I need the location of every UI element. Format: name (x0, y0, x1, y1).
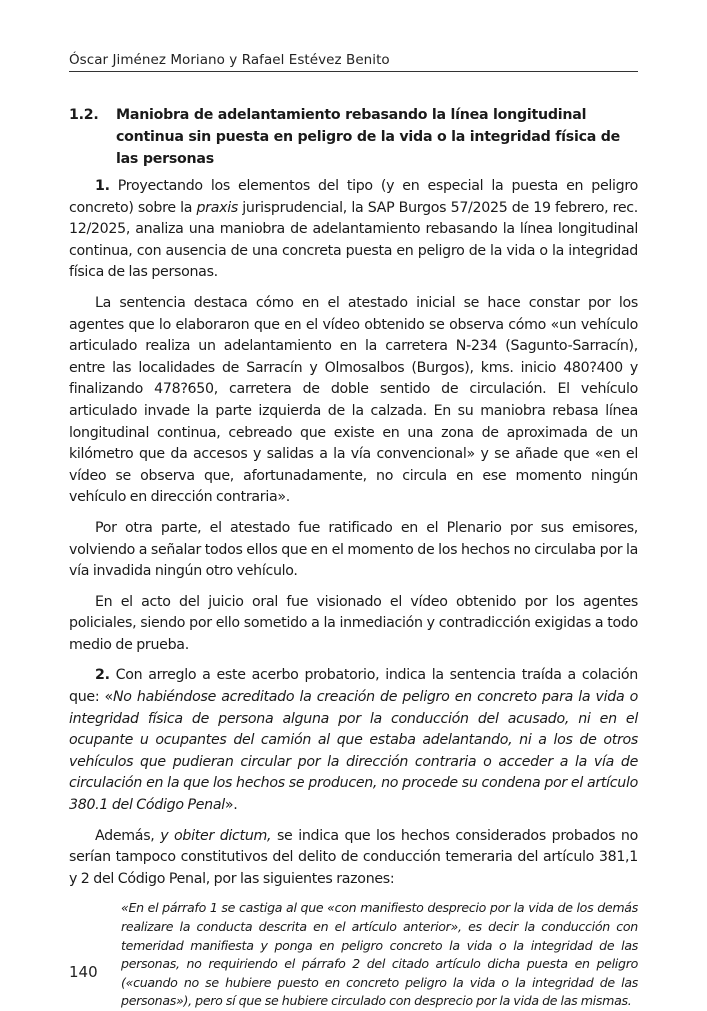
paragraph-4: En el acto del juicio oral fue visionado el vídeo obtenido por los agentes policiales, siendo por ello sometido a la inmediación y contradicción exigidas a todo medio de prueba. (69, 593, 638, 653)
paragraph-1-text-a: Proyectando los elementos del tipo (y en especial la puesta en peligro concreto) sobre la (69, 178, 638, 216)
paragraph-5-text-b: ». (224, 797, 238, 814)
paragraph-1-praxis: praxis (196, 199, 238, 216)
paragraph-5-text-a: Con arreglo a este acerbo probatorio, indica la sentencia traída a colación que: « (69, 667, 638, 706)
paragraph-3: Por otra parte, el atestado fue ratificado en el Plenario por sus emisores, volviendo a señalar todos ellos que en el momento de los hechos no circulaba por la vía invadida ningún otro vehículo. (69, 519, 638, 580)
paragraph-number-2: 2. (95, 667, 110, 684)
paragraph-6-text-b: se indica que los hechos considerados probados no serían tampoco constitutivos del delito de conducción temeraria del artículo 381,1 y 2 del Código Penal, por las siguientes razones: (69, 827, 638, 887)
paragraph-6-obiter: y obiter dictum, (160, 827, 272, 844)
paragraph-1-text-b: jurisprudencial, la SAP Burgos 57/2025 de 19 febrero, rec. 12/2025, analiza una maniobra de adelantamiento rebasando la línea longitudinal continua, con ausencia de una concreta puesta en peligro de la vida o la integridad física de las personas. (69, 199, 638, 281)
section-title: Maniobra de adelantamiento rebasando la línea longitudinal continua sin puesta en peligro de la vida o la integridad física de las personas (116, 107, 621, 167)
running-head: Óscar Jiménez Moriano y Rafael Estévez Benito (69, 52, 638, 72)
paragraph-5-quote: No habiéndose acreditado la creación de peligro en concreto para la vida o integridad física de persona alguna por la conducción del acusado, ni en el ocupante u ocupantes del camión al que estaba adelantando, ni a los de otros vehículos que pudieran circular por la dirección contraria o acceder a la vía de circulación en la que los hechos se producen, no procede su condena por el artículo 380.1 del Código Penal (69, 689, 638, 814)
paragraph-6-text-a: Además, (95, 827, 161, 844)
paragraph-2: La sentencia destaca cómo en el atestado inicial se hace constar por los agentes que lo elaboraron que en el vídeo obtenido se observa cómo «un vehículo articulado realiza un adelantamiento en la carretera N-234 (Sagunto-Sarracín), entre las localidades de Sarracín y Olmosalbos (Burgos), kms. inicio 480?400 y finalizando 478?650, carretera de doble sentido de circulación. El vehículo articulado invade la parte izquierda de la calzada. En su maniobra rebasa línea longitudinal continua, cebreado que existe en una zona de aproximada de un kilómetro que da accesos y salidas a la vía convencional» y se añade que «en el vídeo se observa que, afortunadamente, no circula en ese momento ningún vehículo en dirección contraria». (69, 294, 638, 506)
page-number: 140 (69, 963, 98, 981)
paragraph-5 (69, 665, 638, 816)
page-body (69, 104, 638, 1011)
block-quote: «En el párrafo 1 se castiga al que «con manifiesto desprecio por la vida de los demás realizare la conducta descrita en el artículo anterior», es decir la conducción con temeridad manifiesta y ponga en peligro concreto la vida o la integridad de las personas, no requiriendo el párrafo 2 del citado artículo dicha puesta en peligro («cuando no se hubiere puesto en concreto peligro la vida o la integridad de las personas»), pero sí que se hubiere circulado con desprecio por la vida de las mismas. (121, 900, 638, 1009)
paragraph-1 (69, 176, 638, 284)
section-heading (69, 104, 638, 170)
paragraph-6 (69, 826, 638, 891)
paragraph-number-1: 1. (95, 178, 110, 194)
section-number: 1.2. (69, 107, 99, 123)
